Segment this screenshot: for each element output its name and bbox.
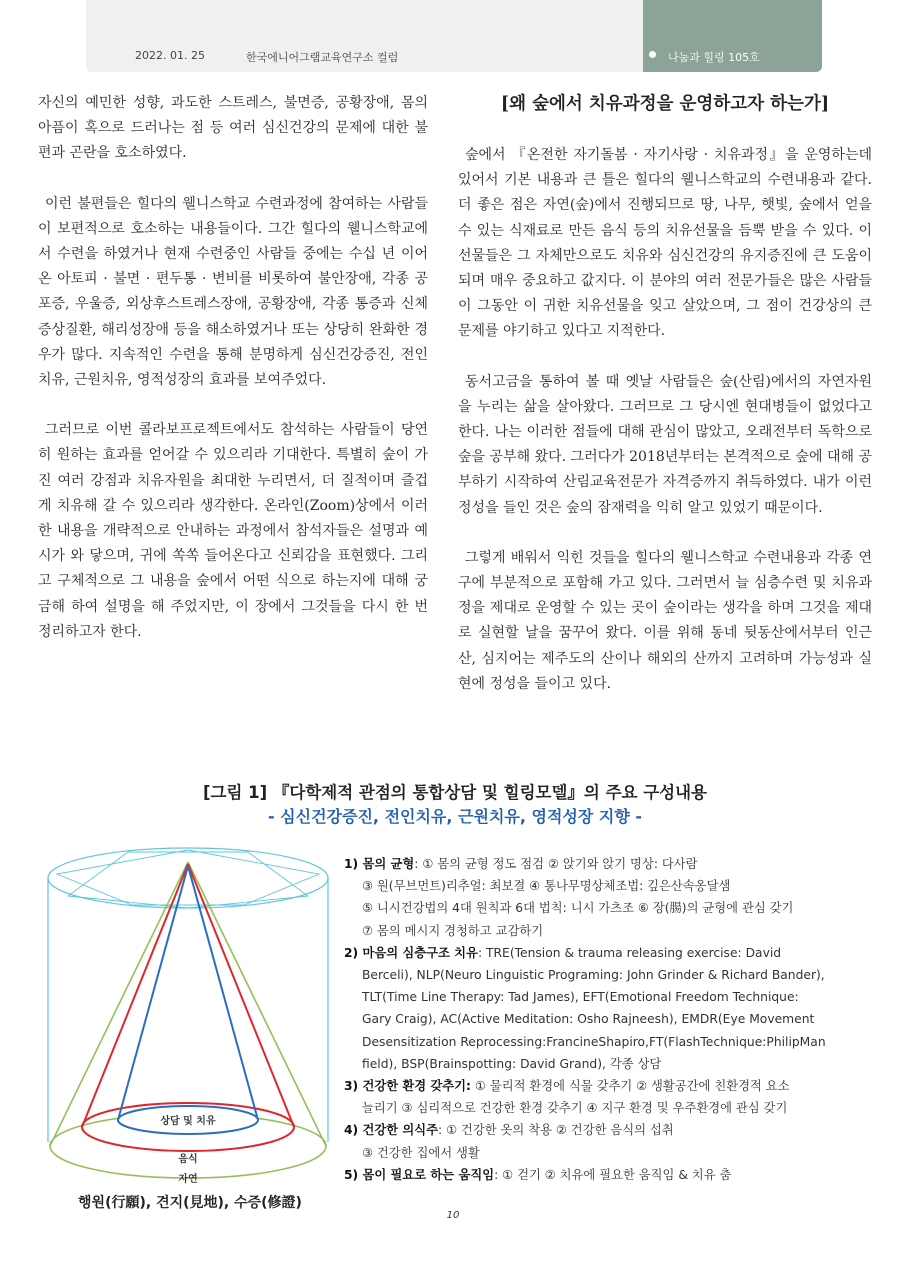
item-4-head: 4) 건강한 의식주 xyxy=(344,1123,439,1138)
item-5-head: 5) 몸이 필요로 하는 움직임 xyxy=(344,1167,495,1182)
list-item-2 xyxy=(344,942,879,1075)
list-item-5 xyxy=(344,1164,879,1186)
cylinder-outline xyxy=(48,848,328,1142)
star-pattern xyxy=(57,850,319,908)
left-column xyxy=(38,91,428,670)
left-paragraph-1: 자신의 예민한 성향, 과도한 스트레스, 불면증, 공황장애, 몸의 아픔이 혹으로 드러나는 점 등 여러 심신건강의 문제에 대한 불편과 곤란을 호소하였다. xyxy=(38,95,428,162)
item-4-line-1: : ① 건강한 옷의 착용 ② 건강한 음식의 섭취 xyxy=(438,1123,674,1138)
item-2-line-2: Berceli), NLP(Neuro Linguistic Programing: John Grinder & Richard Bander), xyxy=(362,968,825,983)
label-nature: 자연 xyxy=(178,1174,198,1185)
left-paragraph-2: 이런 불편들은 힐다의 웰니스학교 수련과정에 참여하는 사람들이 보편적으로 호소하는 내용들이다. 그간 힐다의 웰니스학교에서 수련을 하였거나 현재 수련중인 사람들 중에는 수십 년 이어온 아토피 · 불면 · 편두통 · 변비를 비롯하여 불안장애, 각종 공포증, 우울증, 외상후스트레스장애, 공황장애, 각종 통증과 신체증상질환, 해리성장애 등을 해소하였거나 또는 상당히 완화한 경우가 많다. 지속적인 수련을 통해 분명하게 심신건강증진, 전인치유, 근원치유, 영적성장의 효과를 보여주었다. xyxy=(38,195,428,389)
item-3-line-2: 늘리기 ③ 심리적으로 건강한 환경 갖추기 ④ 지구 환경 및 우주환경에 관심 갖기 xyxy=(362,1101,788,1116)
item-1-head: 1) 몸의 균형 xyxy=(344,857,415,871)
figure-subtitle: - 심신건강증진, 전인치유, 근원치유, 영적성장 지향 - xyxy=(267,807,643,826)
item-4-line-2: ③ 건강한 집에서 생활 xyxy=(362,1145,480,1160)
header-publisher: 한국에니어그램교육연구소 컬럼 xyxy=(246,51,399,64)
right-paragraph-1: 숲에서 『온전한 자기돌봄 · 자기사랑 · 치유과정』을 운영하는데 있어서 기본 내용과 큰 틀은 힐다의 웰니스학교의 수련내용과 같다. 더 좋은 점은 자연(숲)에서 진행되므로 땅, 나무, 햇빛, 숲에서 얻을 수 있는 식재료로 만든 음식 등의 치유선물을 듬뿍 받을 수 있다. 이 선물들은 그 자체만으로도 치유와 심신건강의 유지증진에 큰 도움이 되며 매우 중요하고 값지다. 이 분야의 여러 전문가들은 많은 사람들이 그동안 이 귀한 치유선물을 잊고 살았으며, 그 점이 건강상의 큰 문제를 야기하고 있다고 지적한다. xyxy=(458,147,872,340)
item-2-line-3: TLT(Time Line Therapy: Tad James), EFT(Emotional Freedom Technique: xyxy=(362,990,799,1005)
item-1-line-2: ③ 원(무브먼트)리추얼: 최보결 ④ 통나무명상체조법: 깊은산속옹달샘 xyxy=(362,879,731,894)
integrated-model-diagram xyxy=(38,844,338,1194)
item-5-line-1: : ① 걷기 ② 치유에 필요한 움직임 & 치유 춤 xyxy=(494,1167,732,1182)
right-column xyxy=(458,143,872,722)
item-2-line-1: : TRE(Tension & trauma releasing exercise: David xyxy=(477,945,782,960)
item-2-line-4: Gary Craig), AC(Active Meditation: Osho Rajneesh), EMDR(Eye Movement xyxy=(362,1012,815,1027)
header-issue: 나눔과 힐링 105호 xyxy=(668,51,760,64)
list-item-4 xyxy=(344,1119,879,1163)
left-paragraph-3: 그러므로 이번 콜라보프로젝트에서도 참석하는 사람들이 당연히 원하는 효과를 얻어갈 수 있으리라 기대한다. 특별히 숲이 가진 여러 강점과 치유자원을 최대한 누리면서, 더 질적이며 즐겁게 치유해 갈 수 있으리라 생각한다. 온라인(Zoom)상에서 이러한 내용을 개략적으로 안내하는 과정에서 참석자들은 설명과 예시가 와 닿으며, 귀에 쏙쏙 들어온다고 신뢰감을 표현했다. 그리고 구체적으로 그 내용을 숲에서 어떤 식으로 하는지에 대해 궁금해 하여 설명을 해 주었지만, 이 장에서 그것들을 다시 한 번 정리하고자 한다. xyxy=(38,422,428,640)
component-list xyxy=(344,853,879,1186)
right-paragraph-2: 동서고금을 통하여 볼 때 옛날 사람들은 숲(산림)에서의 자연자원을 누리는 삶을 살아왔다. 그러므로 그 당시엔 현대병들이 없었다고 한다. 나는 이러한 점들에 대해 관심이 많았고, 오래전부터 독학으로 숲을 공부해 왔다. 그러다가 2018년부터는 본격적으로 숲에 대해 공부하기 시작하여 산림교육전문가 자격증까지 취득하였다. 내가 이런 정성을 들인 것은 숲의 잠재력을 익히 알고 있었기 때문이다. xyxy=(458,373,872,516)
section-title: [왜 숲에서 치유과정을 운영하고자 하는가] xyxy=(500,94,830,114)
header-dot xyxy=(649,51,656,58)
label-counseling: 상담 및 치유 xyxy=(160,1116,216,1127)
item-1-line-4: ⑦ 몸의 메시지 경청하고 교감하기 xyxy=(362,923,544,938)
label-food: 음식 xyxy=(178,1154,198,1165)
list-item-3 xyxy=(344,1075,879,1119)
item-1-line-1: : ① 몸의 균형 정도 점검 ② 앉기와 앉기 명상: 다사람 xyxy=(414,857,698,871)
figure-title: [그림 1] 『다학제적 관점의 통합상담 및 힐링모델』의 주요 구성내용 xyxy=(203,783,707,802)
item-3-line-1: ① 물리적 환경에 식물 갖추기 ② 생활공간에 친환경적 요소 xyxy=(470,1079,790,1094)
item-2-line-5: Desensitization Reprocessing:FrancineShapiro,FT(FlashTechnique:PhilipMan xyxy=(362,1034,826,1049)
item-3-head: 3) 건강한 환경 갖추기: xyxy=(344,1079,471,1094)
header-date: 2022. 01. 25 xyxy=(135,49,205,62)
list-item-1 xyxy=(344,853,879,942)
item-2-head: 2) 마음의 심층구조 치유 xyxy=(344,945,478,960)
right-paragraph-3: 그렇게 배워서 익힌 것들을 힐다의 웰니스학교 수련내용과 각종 연구에 부분적으로 포함해 가고 있다. 그러면서 늘 심층수련 및 치유과정을 제대로 운영할 수 있는 곳이 숲이라는 생각을 하며 그것을 제대로 실현할 날을 꿈꾸어 왔다. 이를 위해 동네 뒷동산에서부터 인근 산, 심지어는 제주도의 산이나 해외의 산까지 고려하며 가능성과 실현에 정성을 들이고 있다. xyxy=(458,549,872,692)
diagram-caption: 행원(行願), 견지(見地), 수증(修證) xyxy=(78,1195,302,1211)
page-number: 10 xyxy=(446,1210,460,1221)
item-1-line-3: ⑤ 니시건강법의 4대 원칙과 6대 법칙: 니시 가츠조 ⑥ 장(腸)의 균형에 관심 갖기 xyxy=(362,901,794,916)
item-2-line-6: field), BSP(Brainspotting: David Grand), 각종 상담 xyxy=(362,1056,662,1071)
